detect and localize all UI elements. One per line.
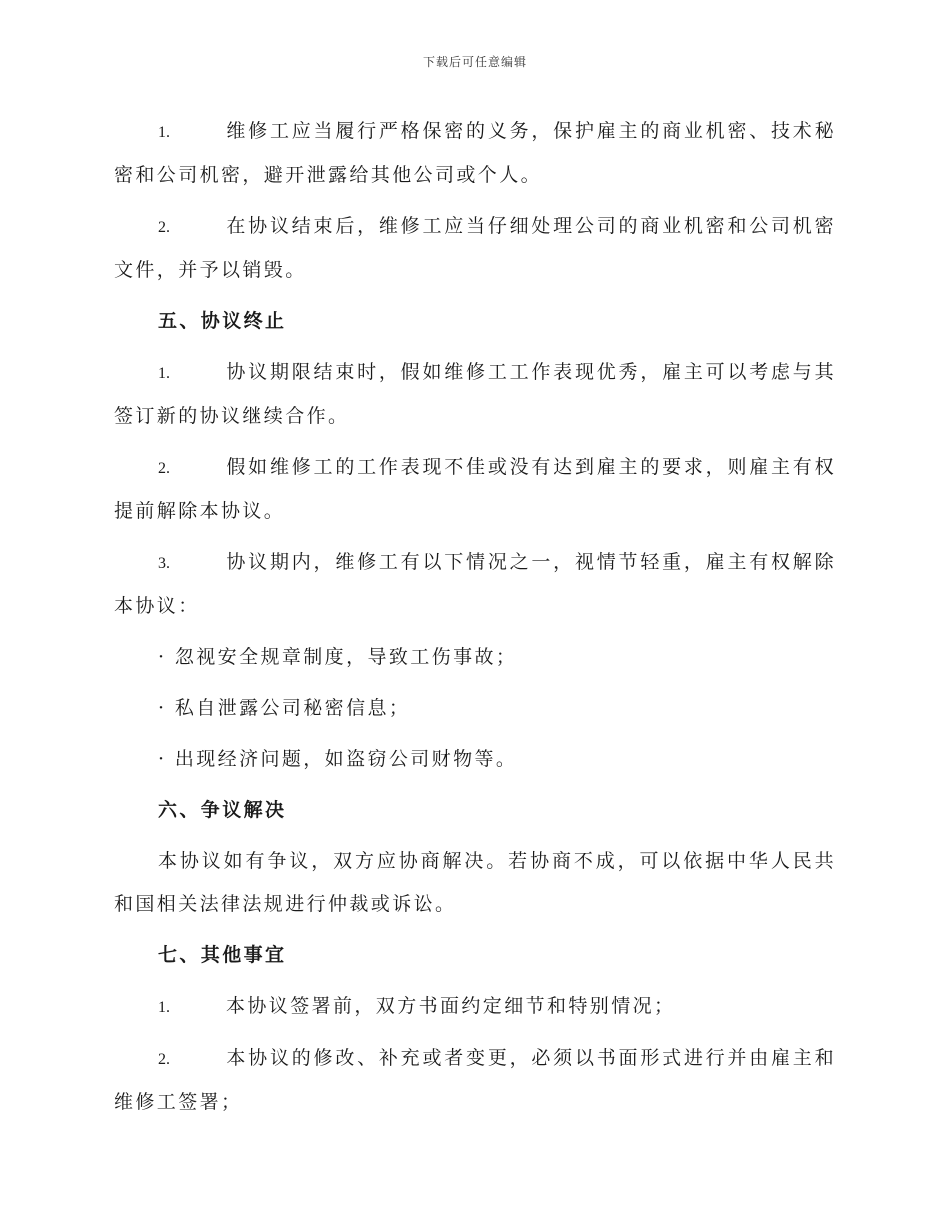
item-number: 2. [158, 1051, 170, 1068]
section-heading-other: 七、其他事宜 [158, 944, 287, 966]
item-text: 本协议签署前，双方书面约定细节和特别情况； [226, 995, 676, 1017]
section-heading-dispute: 六、争议解决 [158, 799, 287, 821]
list-item [114, 541, 836, 628]
section-heading-termination: 五、协议终止 [158, 310, 287, 332]
item-number: 1. [158, 999, 170, 1016]
item-number: 1. [158, 124, 170, 141]
list-item [114, 446, 836, 533]
bullet-item: · 私自泄露公司秘密信息； [158, 697, 411, 719]
item-text: 协议期限结束时，假如维修工工作表现优秀，雇主可以考虑与其签订新的协议继续合作。 [114, 361, 836, 427]
item-number: 2. [158, 219, 170, 236]
item-text: 假如维修工的工作表现不佳或没有达到雇主的要求，则雇主有权提前解除本协议。 [114, 456, 836, 522]
bullet-item: · 出现经济问题，如盗窃公司财物等。 [158, 748, 518, 770]
list-item [114, 205, 836, 292]
list-item [114, 985, 836, 1029]
bullet-item: · 忽视安全规章制度，导致工伤事故； [158, 646, 518, 668]
list-item [114, 1037, 836, 1124]
item-text: 本协议的修改、补充或者变更，必须以书面形式进行并由雇主和维修工签署； [114, 1047, 836, 1113]
list-item [114, 351, 836, 438]
item-number: 3. [158, 555, 170, 572]
page-header: 下载后可任意编辑 [422, 55, 527, 69]
paragraph: 本协议如有争议，双方应协商解决。若协商不成，可以依据中华人民共和国相关法律法规进行仲裁或诉讼。 [114, 850, 836, 915]
document-body [114, 110, 836, 1132]
item-text: 协议期内，维修工有以下情况之一，视情节轻重，雇主有权解除本协议： [114, 551, 836, 617]
item-number: 2. [158, 460, 170, 477]
list-item [114, 110, 836, 197]
item-text: 在协议结束后，维修工应当仔细处理公司的商业机密和公司机密文件，并予以销毁。 [114, 215, 836, 281]
item-text: 维修工应当履行严格保密的义务，保护雇主的商业机密、技术秘密和公司机密，避开泄露给其他公司或个人。 [114, 120, 836, 186]
item-number: 1. [158, 365, 170, 382]
